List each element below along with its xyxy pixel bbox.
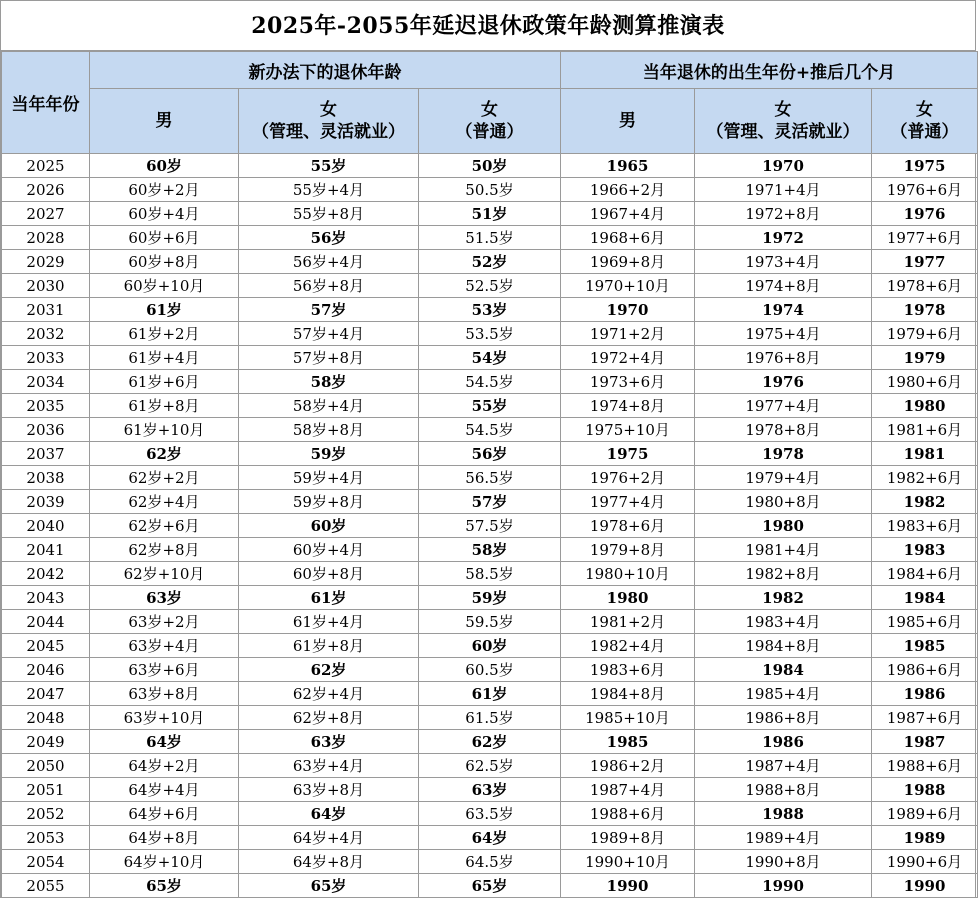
data-cell: 59岁 xyxy=(239,442,419,466)
data-cell: 1973+6月 xyxy=(561,370,695,394)
data-cell: 59岁+8月 xyxy=(239,490,419,514)
data-cell: 1966+2月 xyxy=(561,178,695,202)
data-cell: 1976 xyxy=(695,370,872,394)
data-cell: 54岁 xyxy=(419,346,561,370)
subheader-line1: 女 xyxy=(320,100,337,120)
year-cell: 2040 xyxy=(2,514,90,538)
data-cell: 50岁 xyxy=(419,154,561,178)
data-cell: 1979+4月 xyxy=(695,466,872,490)
year-cell: 2033 xyxy=(2,346,90,370)
data-cell: 1977 xyxy=(872,250,978,274)
data-cell: 1976+8月 xyxy=(695,346,872,370)
subheader-line1: 女 xyxy=(481,100,498,120)
data-cell: 62岁 xyxy=(90,442,239,466)
data-cell: 61岁+2月 xyxy=(90,322,239,346)
data-cell: 62岁+4月 xyxy=(90,490,239,514)
data-cell: 1972 xyxy=(695,226,872,250)
table-body xyxy=(2,154,978,898)
data-cell: 60岁+8月 xyxy=(239,562,419,586)
table-row xyxy=(2,394,978,418)
subheader-2 xyxy=(419,89,561,154)
data-cell: 1975+10月 xyxy=(561,418,695,442)
data-cell: 56岁+8月 xyxy=(239,274,419,298)
data-cell: 59岁+4月 xyxy=(239,466,419,490)
data-cell: 1987 xyxy=(872,730,978,754)
data-cell: 55岁 xyxy=(239,154,419,178)
data-cell: 57岁 xyxy=(239,298,419,322)
data-cell: 63岁 xyxy=(90,586,239,610)
data-cell: 1979+6月 xyxy=(872,322,978,346)
table-row xyxy=(2,586,978,610)
year-cell: 2039 xyxy=(2,490,90,514)
year-cell: 2045 xyxy=(2,634,90,658)
year-cell: 2029 xyxy=(2,250,90,274)
data-cell: 1984 xyxy=(695,658,872,682)
data-cell: 61岁 xyxy=(419,682,561,706)
year-cell: 2050 xyxy=(2,754,90,778)
data-cell: 1982 xyxy=(695,586,872,610)
data-cell: 61岁+4月 xyxy=(90,346,239,370)
data-cell: 1986+2月 xyxy=(561,754,695,778)
data-cell: 63岁+8月 xyxy=(90,682,239,706)
data-cell: 62岁 xyxy=(419,730,561,754)
data-cell: 54.5岁 xyxy=(419,418,561,442)
table-row xyxy=(2,466,978,490)
subheader-row xyxy=(2,89,978,154)
table-row xyxy=(2,634,978,658)
table-row xyxy=(2,154,978,178)
data-cell: 55岁+4月 xyxy=(239,178,419,202)
data-cell: 60岁 xyxy=(419,634,561,658)
table-row xyxy=(2,826,978,850)
data-cell: 1987+4月 xyxy=(561,778,695,802)
year-cell: 2053 xyxy=(2,826,90,850)
table-row xyxy=(2,874,978,898)
table-row xyxy=(2,322,978,346)
year-cell: 2035 xyxy=(2,394,90,418)
data-cell: 64岁+4月 xyxy=(239,826,419,850)
table-row xyxy=(2,658,978,682)
data-cell: 64.5岁 xyxy=(419,850,561,874)
data-cell: 55岁 xyxy=(419,394,561,418)
subheader-5 xyxy=(872,89,978,154)
subheader-4 xyxy=(695,89,872,154)
data-cell: 52.5岁 xyxy=(419,274,561,298)
data-cell: 61岁+4月 xyxy=(239,610,419,634)
data-cell: 1985+4月 xyxy=(695,682,872,706)
year-cell: 2041 xyxy=(2,538,90,562)
year-cell: 2042 xyxy=(2,562,90,586)
subheader-line1: 男 xyxy=(155,111,173,131)
data-cell: 1971+4月 xyxy=(695,178,872,202)
data-cell: 1970 xyxy=(561,298,695,322)
data-cell: 62岁+2月 xyxy=(90,466,239,490)
data-cell: 64岁+4月 xyxy=(90,778,239,802)
data-cell: 1978+6月 xyxy=(561,514,695,538)
data-cell: 62.5岁 xyxy=(419,754,561,778)
subheader-3 xyxy=(561,89,695,154)
data-cell: 63岁+8月 xyxy=(239,778,419,802)
data-cell: 64岁+2月 xyxy=(90,754,239,778)
data-cell: 64岁 xyxy=(90,730,239,754)
retirement-table xyxy=(1,51,978,898)
data-cell: 1990+8月 xyxy=(695,850,872,874)
year-cell: 2054 xyxy=(2,850,90,874)
data-cell: 1970+10月 xyxy=(561,274,695,298)
data-cell: 1980+10月 xyxy=(561,562,695,586)
data-cell: 1984+8月 xyxy=(561,682,695,706)
year-cell: 2048 xyxy=(2,706,90,730)
data-cell: 1967+4月 xyxy=(561,202,695,226)
year-cell: 2049 xyxy=(2,730,90,754)
table-row xyxy=(2,370,978,394)
header-group-birth-year: 当年退休的出生年份+推后几个月 xyxy=(561,52,978,89)
data-cell: 62岁+8月 xyxy=(90,538,239,562)
table-row xyxy=(2,682,978,706)
data-cell: 1984 xyxy=(872,586,978,610)
data-cell: 63岁+10月 xyxy=(90,706,239,730)
data-cell: 1990+10月 xyxy=(561,850,695,874)
data-cell: 1978 xyxy=(695,442,872,466)
data-cell: 1983+4月 xyxy=(695,610,872,634)
year-cell: 2051 xyxy=(2,778,90,802)
data-cell: 59.5岁 xyxy=(419,610,561,634)
table-row xyxy=(2,850,978,874)
data-cell: 1983 xyxy=(872,538,978,562)
data-cell: 1980 xyxy=(872,394,978,418)
year-cell: 2025 xyxy=(2,154,90,178)
subheader-line2: （普通） xyxy=(890,122,959,142)
data-cell: 1988+6月 xyxy=(872,754,978,778)
data-cell: 1989+4月 xyxy=(695,826,872,850)
data-cell: 1986+8月 xyxy=(695,706,872,730)
data-cell: 53.5岁 xyxy=(419,322,561,346)
data-cell: 57岁+8月 xyxy=(239,346,419,370)
data-cell: 1974 xyxy=(695,298,872,322)
data-cell: 64岁 xyxy=(239,802,419,826)
data-cell: 60岁+6月 xyxy=(90,226,239,250)
data-cell: 1985+6月 xyxy=(872,610,978,634)
data-cell: 62岁+6月 xyxy=(90,514,239,538)
year-cell: 2031 xyxy=(2,298,90,322)
table-row xyxy=(2,730,978,754)
data-cell: 64岁 xyxy=(419,826,561,850)
data-cell: 55岁+8月 xyxy=(239,202,419,226)
data-cell: 1972+4月 xyxy=(561,346,695,370)
data-cell: 1981+4月 xyxy=(695,538,872,562)
data-cell: 1979+8月 xyxy=(561,538,695,562)
data-cell: 1980 xyxy=(695,514,872,538)
data-cell: 1985 xyxy=(872,634,978,658)
data-cell: 51.5岁 xyxy=(419,226,561,250)
table-row xyxy=(2,802,978,826)
data-cell: 61岁 xyxy=(90,298,239,322)
data-cell: 1987+4月 xyxy=(695,754,872,778)
year-cell: 2030 xyxy=(2,274,90,298)
data-cell: 58岁+4月 xyxy=(239,394,419,418)
data-cell: 1970 xyxy=(695,154,872,178)
data-cell: 64岁+8月 xyxy=(239,850,419,874)
data-cell: 1988 xyxy=(872,778,978,802)
data-cell: 1986 xyxy=(872,682,978,706)
data-cell: 62岁+10月 xyxy=(90,562,239,586)
data-cell: 1989 xyxy=(872,826,978,850)
data-cell: 61岁+6月 xyxy=(90,370,239,394)
data-cell: 61.5岁 xyxy=(419,706,561,730)
data-cell: 1974+8月 xyxy=(695,274,872,298)
data-cell: 63.5岁 xyxy=(419,802,561,826)
data-cell: 1977+4月 xyxy=(695,394,872,418)
data-cell: 57岁+4月 xyxy=(239,322,419,346)
subheader-line1: 女 xyxy=(774,100,792,120)
data-cell: 57.5岁 xyxy=(419,514,561,538)
data-cell: 1982+6月 xyxy=(872,466,978,490)
data-cell: 1981+6月 xyxy=(872,418,978,442)
subheader-line2: （普通） xyxy=(455,122,524,142)
data-cell: 54.5岁 xyxy=(419,370,561,394)
data-cell: 51岁 xyxy=(419,202,561,226)
data-cell: 1974+8月 xyxy=(561,394,695,418)
year-cell: 2036 xyxy=(2,418,90,442)
data-cell: 1976+2月 xyxy=(561,466,695,490)
data-cell: 1980+8月 xyxy=(695,490,872,514)
data-cell: 1982 xyxy=(872,490,978,514)
data-cell: 1982+8月 xyxy=(695,562,872,586)
data-cell: 1975 xyxy=(561,442,695,466)
table-row xyxy=(2,250,978,274)
data-cell: 58岁 xyxy=(419,538,561,562)
table-row xyxy=(2,490,978,514)
data-cell: 1968+6月 xyxy=(561,226,695,250)
year-cell: 2038 xyxy=(2,466,90,490)
year-cell: 2055 xyxy=(2,874,90,898)
subheader-line1: 女 xyxy=(916,100,934,120)
data-cell: 63岁 xyxy=(419,778,561,802)
data-cell: 1983+6月 xyxy=(561,658,695,682)
data-cell: 1989+8月 xyxy=(561,826,695,850)
table-row xyxy=(2,346,978,370)
table-row xyxy=(2,514,978,538)
data-cell: 1986+6月 xyxy=(872,658,978,682)
data-cell: 65岁 xyxy=(419,874,561,898)
data-cell: 1976+6月 xyxy=(872,178,978,202)
data-cell: 60岁 xyxy=(239,514,419,538)
year-cell: 2047 xyxy=(2,682,90,706)
data-cell: 63岁+4月 xyxy=(90,634,239,658)
year-cell: 2027 xyxy=(2,202,90,226)
data-cell: 63岁+6月 xyxy=(90,658,239,682)
data-cell: 1980 xyxy=(561,586,695,610)
table-row xyxy=(2,274,978,298)
data-cell: 1990 xyxy=(561,874,695,898)
data-cell: 56岁 xyxy=(419,442,561,466)
year-cell: 2037 xyxy=(2,442,90,466)
data-cell: 52岁 xyxy=(419,250,561,274)
data-cell: 1981+2月 xyxy=(561,610,695,634)
data-cell: 60.5岁 xyxy=(419,658,561,682)
data-cell: 57岁 xyxy=(419,490,561,514)
year-cell: 2052 xyxy=(2,802,90,826)
data-cell: 1973+4月 xyxy=(695,250,872,274)
data-cell: 63岁 xyxy=(239,730,419,754)
data-cell: 58岁+8月 xyxy=(239,418,419,442)
data-cell: 1980+6月 xyxy=(872,370,978,394)
data-cell: 61岁+8月 xyxy=(239,634,419,658)
table-row xyxy=(2,418,978,442)
data-cell: 60岁 xyxy=(90,154,239,178)
data-cell: 58.5岁 xyxy=(419,562,561,586)
data-cell: 1972+8月 xyxy=(695,202,872,226)
table-row xyxy=(2,706,978,730)
data-cell: 62岁+8月 xyxy=(239,706,419,730)
data-cell: 64岁+8月 xyxy=(90,826,239,850)
data-cell: 1975+4月 xyxy=(695,322,872,346)
data-cell: 60岁+8月 xyxy=(90,250,239,274)
year-cell: 2026 xyxy=(2,178,90,202)
data-cell: 1985 xyxy=(561,730,695,754)
data-cell: 1988+6月 xyxy=(561,802,695,826)
data-cell: 1985+10月 xyxy=(561,706,695,730)
data-cell: 1986 xyxy=(695,730,872,754)
data-cell: 1976 xyxy=(872,202,978,226)
data-cell: 56.5岁 xyxy=(419,466,561,490)
data-cell: 64岁+6月 xyxy=(90,802,239,826)
table-row xyxy=(2,610,978,634)
data-cell: 63岁+2月 xyxy=(90,610,239,634)
table-row xyxy=(2,226,978,250)
data-cell: 63岁+4月 xyxy=(239,754,419,778)
year-cell: 2046 xyxy=(2,658,90,682)
subheader-0 xyxy=(90,89,239,154)
data-cell: 1990+6月 xyxy=(872,850,978,874)
data-cell: 60岁+2月 xyxy=(90,178,239,202)
table-row xyxy=(2,754,978,778)
subheader-line2: （管理、灵活就业） xyxy=(252,122,405,142)
header-year: 当年年份 xyxy=(2,52,90,154)
data-cell: 1988+8月 xyxy=(695,778,872,802)
subheader-1 xyxy=(239,89,419,154)
data-cell: 1990 xyxy=(872,874,978,898)
year-cell: 2028 xyxy=(2,226,90,250)
data-cell: 62岁 xyxy=(239,658,419,682)
data-cell: 59岁 xyxy=(419,586,561,610)
data-cell: 1971+2月 xyxy=(561,322,695,346)
data-cell: 1988 xyxy=(695,802,872,826)
data-cell: 65岁 xyxy=(90,874,239,898)
table-row xyxy=(2,778,978,802)
year-cell: 2034 xyxy=(2,370,90,394)
data-cell: 1987+6月 xyxy=(872,706,978,730)
data-cell: 50.5岁 xyxy=(419,178,561,202)
year-cell: 2032 xyxy=(2,322,90,346)
data-cell: 1982+4月 xyxy=(561,634,695,658)
subheader-line2: （管理、灵活就业） xyxy=(706,122,860,142)
subheader-line1: 男 xyxy=(619,111,637,131)
data-cell: 58岁 xyxy=(239,370,419,394)
data-cell: 1981 xyxy=(872,442,978,466)
table-row xyxy=(2,538,978,562)
data-cell: 60岁+4月 xyxy=(90,202,239,226)
data-cell: 1989+6月 xyxy=(872,802,978,826)
table-row xyxy=(2,178,978,202)
table-row xyxy=(2,298,978,322)
data-cell: 61岁+8月 xyxy=(90,394,239,418)
data-cell: 1977+6月 xyxy=(872,226,978,250)
data-cell: 65岁 xyxy=(239,874,419,898)
data-cell: 1965 xyxy=(561,154,695,178)
data-cell: 1969+8月 xyxy=(561,250,695,274)
data-cell: 1983+6月 xyxy=(872,514,978,538)
data-cell: 1978+6月 xyxy=(872,274,978,298)
data-cell: 1984+8月 xyxy=(695,634,872,658)
data-cell: 60岁+4月 xyxy=(239,538,419,562)
table-title: 2025年-2055年延迟退休政策年龄测算推演表 xyxy=(1,1,975,51)
data-cell: 61岁 xyxy=(239,586,419,610)
table-row xyxy=(2,202,978,226)
data-cell: 1978 xyxy=(872,298,978,322)
data-cell: 60岁+10月 xyxy=(90,274,239,298)
year-cell: 2044 xyxy=(2,610,90,634)
data-cell: 1984+6月 xyxy=(872,562,978,586)
data-cell: 56岁 xyxy=(239,226,419,250)
data-cell: 56岁+4月 xyxy=(239,250,419,274)
data-cell: 64岁+10月 xyxy=(90,850,239,874)
year-cell: 2043 xyxy=(2,586,90,610)
data-cell: 1975 xyxy=(872,154,978,178)
data-cell: 1990 xyxy=(695,874,872,898)
header-group-new-age: 新办法下的退休年龄 xyxy=(90,52,561,89)
data-cell: 1977+4月 xyxy=(561,490,695,514)
data-cell: 1978+8月 xyxy=(695,418,872,442)
data-cell: 61岁+10月 xyxy=(90,418,239,442)
table-row xyxy=(2,442,978,466)
data-cell: 62岁+4月 xyxy=(239,682,419,706)
table-row xyxy=(2,562,978,586)
data-cell: 1979 xyxy=(872,346,978,370)
data-cell: 53岁 xyxy=(419,298,561,322)
